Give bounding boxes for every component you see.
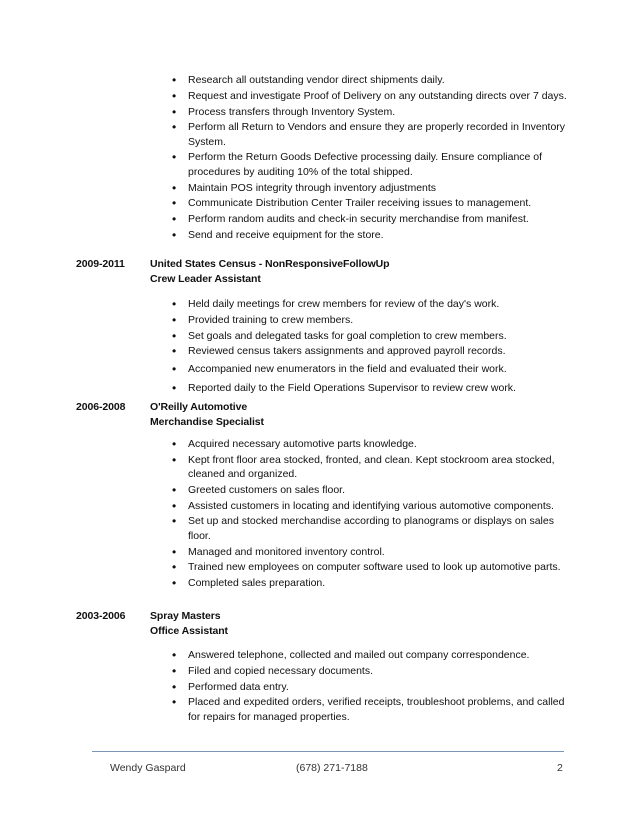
entry-dates: 2006-2008	[76, 401, 126, 413]
list-item: • Perform all Return to Vendors and ensure they are properly recorded in Inventory System.	[172, 120, 572, 149]
list-item: • Placed and expedited orders, verified receipts, troubleshoot problems, and called for repairs for managed properties.	[172, 695, 572, 724]
entry-organization: O'Reilly Automotive	[150, 401, 248, 413]
list-item: • Answered telephone, collected and mailed out company correspondence.	[172, 648, 572, 662]
list-item: • Communicate Distribution Center Trailer receiving issues to management.	[172, 196, 572, 210]
entry-job-title: Office Assistant	[150, 625, 228, 637]
entry-bullet-list	[172, 437, 572, 592]
list-item: • Completed sales preparation.	[172, 576, 572, 590]
list-item: • Research all outstanding vendor direct shipments daily.	[172, 73, 572, 87]
list-item: • Set up and stocked merchandise according to planograms or displays on sales floor.	[172, 514, 572, 543]
entry-organization: United States Census - NonResponsiveFollowUp	[150, 258, 390, 270]
list-item: • Perform the Return Goods Defective processing daily. Ensure compliance of procedures by auditing 10% of the total shipped.	[172, 150, 572, 179]
entry-bullet-list	[172, 297, 572, 397]
list-item: • Kept front floor area stocked, fronted, and clean. Kept stockroom area stocked, cleaned and organized.	[172, 453, 572, 482]
list-item: • Greeted customers on sales floor.	[172, 483, 572, 497]
intro-bullet-list	[172, 73, 572, 244]
entry-organization-title	[150, 257, 389, 287]
entry-bullet-list	[172, 648, 572, 725]
entry-dates: 2009-2011	[76, 258, 125, 270]
list-item: • Set goals and delegated tasks for goal completion to crew members.	[172, 329, 572, 343]
list-item: • Managed and monitored inventory control.	[172, 545, 572, 559]
list-item: • Assisted customers in locating and identifying various automotive components.	[172, 499, 572, 513]
entry-organization-title	[150, 400, 264, 430]
list-item: • Performed data entry.	[172, 680, 572, 694]
list-item: • Acquired necessary automotive parts knowledge.	[172, 437, 572, 451]
list-item: • Reported daily to the Field Operations Supervisor to review crew work.	[172, 381, 572, 395]
list-item: • Provided training to crew members.	[172, 313, 572, 327]
footer-divider	[92, 751, 564, 752]
entry-job-title: Crew Leader Assistant	[150, 273, 261, 285]
list-item: • Accompanied new enumerators in the field and evaluated their work.	[172, 362, 572, 376]
entry-organization-title	[150, 609, 228, 639]
entry-dates: 2003-2006	[76, 610, 126, 622]
entry-job-title: Merchandise Specialist	[150, 416, 264, 428]
footer-phone: (678) 271-7188	[296, 762, 368, 774]
list-item: • Trained new employees on computer software used to look up automotive parts.	[172, 560, 572, 574]
list-item: • Perform random audits and check-in security merchandise from manifest.	[172, 212, 572, 226]
list-item: • Request and investigate Proof of Delivery on any outstanding directs over 7 days.	[172, 89, 572, 103]
list-item: • Process transfers through Inventory System.	[172, 105, 572, 119]
list-item: • Send and receive equipment for the store.	[172, 228, 572, 242]
list-item: • Held daily meetings for crew members for review of the day's work.	[172, 297, 572, 311]
list-item: • Maintain POS integrity through inventory adjustments	[172, 181, 572, 195]
list-item: • Filed and copied necessary documents.	[172, 664, 572, 678]
footer-page-number: 2	[557, 762, 563, 774]
list-item: • Reviewed census takers assignments and approved payroll records.	[172, 344, 572, 358]
footer-name: Wendy Gaspard	[110, 762, 186, 774]
entry-organization: Spray Masters	[150, 610, 221, 622]
